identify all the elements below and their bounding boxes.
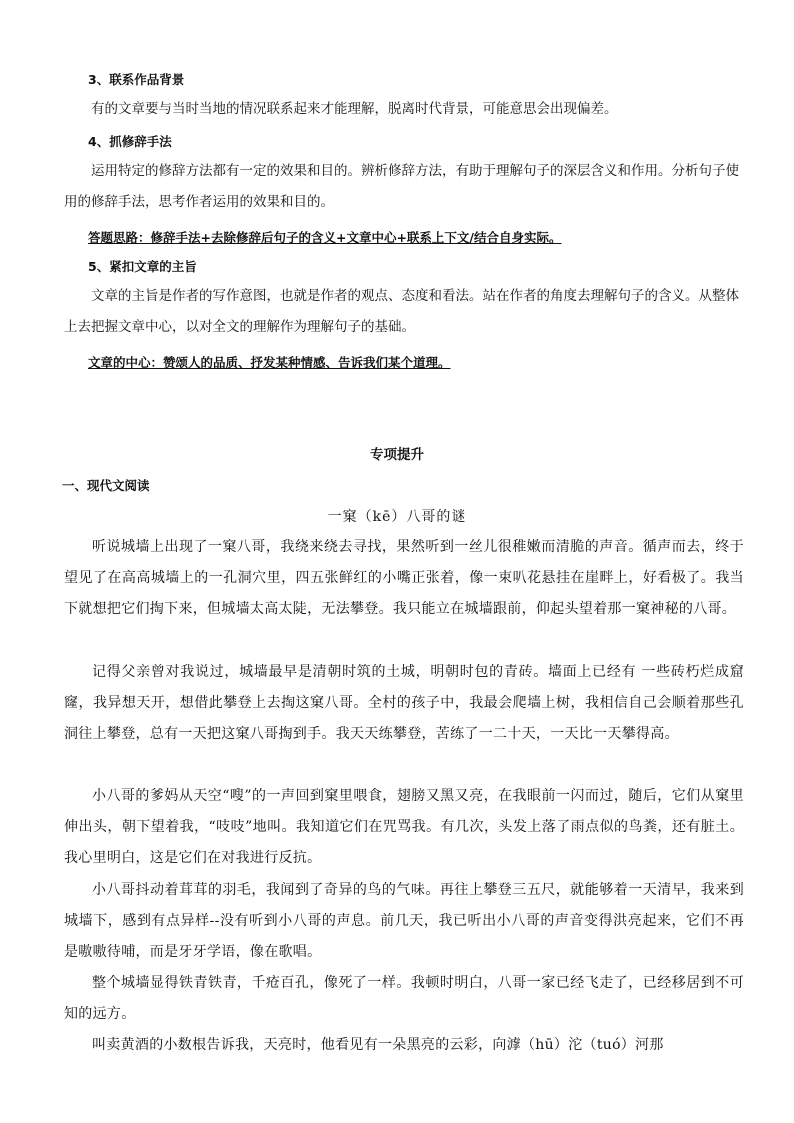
article-paragraph-4: 小八哥抖动着茸茸的羽毛，我闻到了奇异的鸟的气味。再往上攀登三五尺，就能够着一天清早，我来到城墙下，感到有点异样--没有听到小八哥的声息。前几天，我已听出小八哥的声音变得洪亮起来，它们不再是嗷嗷待哺，而是牙牙学语，像在歌唱。 xyxy=(64,882,744,960)
section-title: 专项提升 xyxy=(370,447,424,463)
paragraph-rhetoric: 运用特定的修辞方法都有一定的效果和目的。辨析修辞方法，有助于理解句子的深层含义和作用。分析句子使用的修辞手法，思考作者运用的效果和目的。 xyxy=(64,163,739,210)
article-paragraph-2: 记得父亲曾对我说过，城墙最早是清朝时筑的土城，明朝时包的青砖。墙面上已经有 一些砖朽烂成窟窿，我异想天开，想借此攀登上去掏这窠八哥。全村的孩子中，我最会爬墙上树，我相信自己会顺着那些孔洞往上攀登，总有一天把这窠八哥掏到手。我天天练攀登，苦练了一二十天，一天比一天攀得高。 xyxy=(64,664,744,742)
paragraph-context-background: 有的文章要与当时当地的情况联系起来才能理解，脱离时代背景，可能意思会出现偏差。 xyxy=(91,101,618,117)
article-title: 一窠（kē）八哥的谜 xyxy=(327,509,467,525)
answer-tip-main-idea: 文章的中心：赞颂人的品质、抒发某种情感、告诉我们某个道理。 xyxy=(88,355,451,370)
heading-main-idea: 5、紧扣文章的主旨 xyxy=(88,259,197,274)
article-paragraph-5: 整个城墙显得铁青铁青，千疮百孔，像死了一样。我顿时明白，八哥一家已经飞走了，已经移居到不可知的远方。 xyxy=(64,975,744,1022)
heading-context-background: 3、联系作品背景 xyxy=(88,72,185,87)
article-paragraph-6: 叫卖黄酒的小数根告诉我，天亮时，他看见有一朵黑亮的云彩，向滹（hū）沱（tuó）河那 xyxy=(92,1037,664,1053)
article-paragraph-3: 小八哥的爹妈从天空“嗖”的一声回到窠里喂食，翅膀又黑又亮，在我眼前一闪而过，随后，它们从窠里伸出头，朝下望着我，“吱吱”地叫。我知道它们在咒骂我。有几次，头发上落了雨点似的鸟粪，还有脏土。我心里明白，这是它们在对我进行反抗。 xyxy=(64,788,744,866)
subsection-heading: 一、现代文阅读 xyxy=(62,478,150,493)
answer-tip-rhetoric: 答题思路：修辞手法+去除修辞后句子的含义+文章中心+联系上下文/结合自身实际。 xyxy=(88,230,562,245)
article-paragraph-1: 听说城墙上出现了一窠八哥，我绕来绕去寻找，果然听到一丝儿很稚嫩而清脆的声音。循声而去，终于望见了在高高城墙上的一孔洞穴里，四五张鲜红的小嘴正张着，像一束叭花悬挂在崖畔上，好看极了。我当下就想把它们掏下来，但城墙太高太陡，无法攀登。我只能立在城墙跟前，仰起头望着那一窠神秘的八哥。 xyxy=(64,539,744,617)
paragraph-main-idea: 文章的主旨是作者的写作意图，也就是作者的观点、态度和看法。站在作者的角度去理解句子的含义。从整体上去把握文章中心，以对全文的理解作为理解句子的基础。 xyxy=(64,288,739,335)
heading-rhetoric: 4、抓修辞手法 xyxy=(88,134,172,149)
